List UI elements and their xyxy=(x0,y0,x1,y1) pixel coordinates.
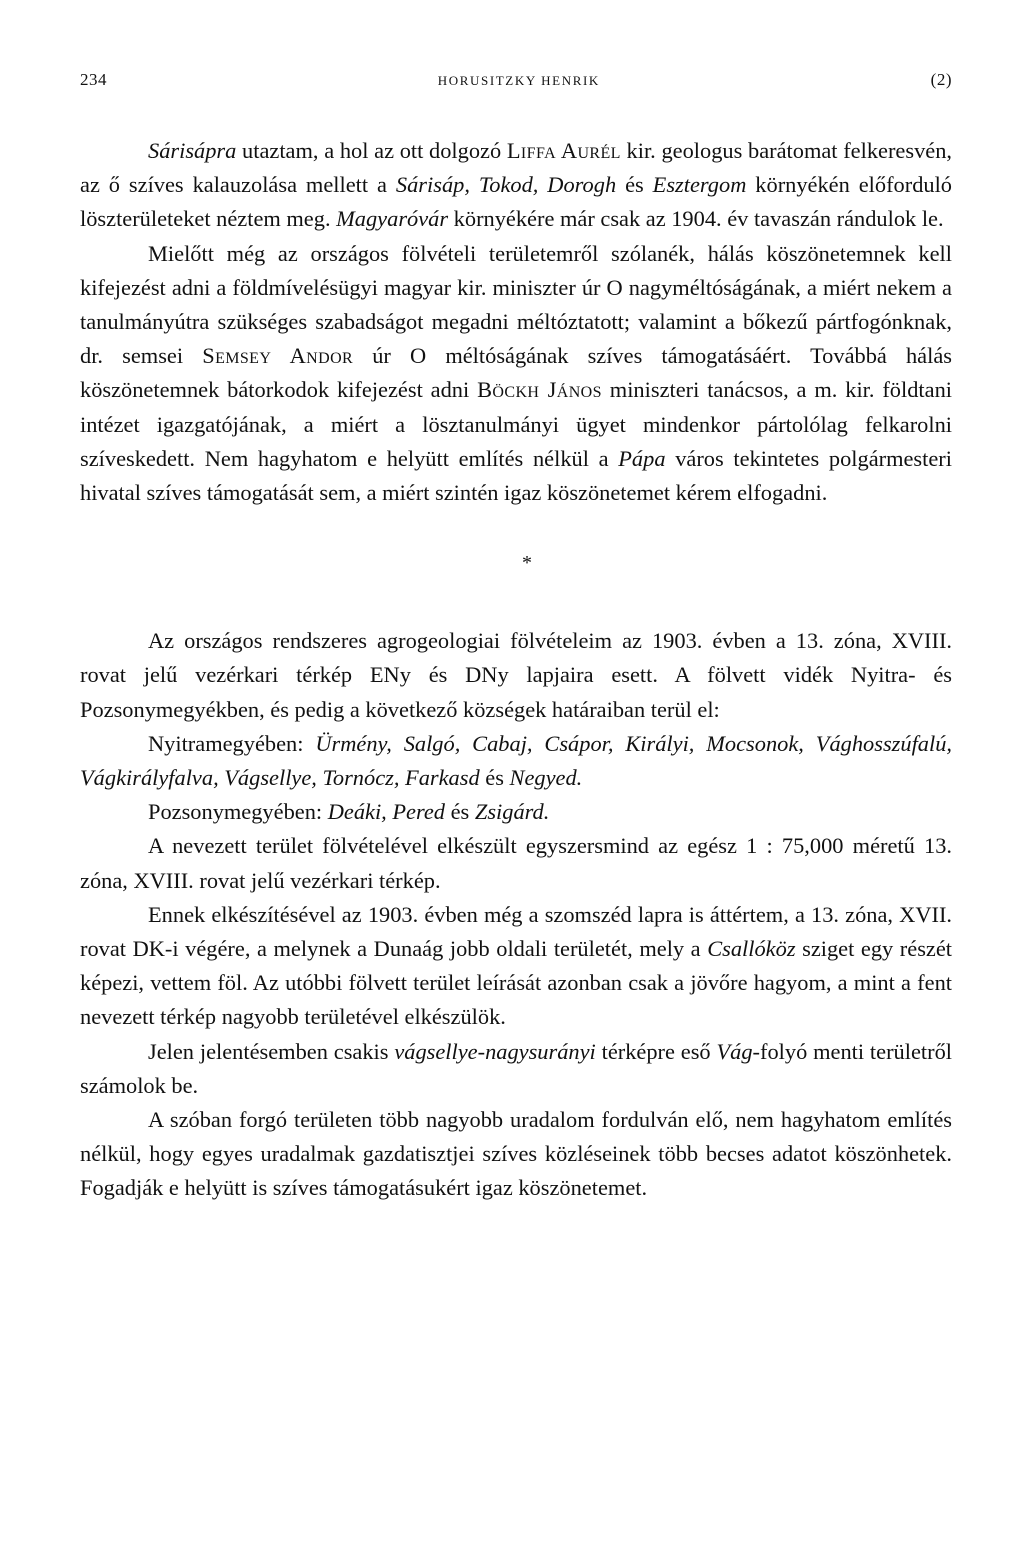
paragraph-travel: Sárisápra utaztam, a hol az ott dolgozó Liffa Aurél kir. geologus barátomat felkeresvén, az ő szíves kalauzolása mellett a Sárisáp, Tokod, Dorogh és Esztergom környékén előforduló löszterületeket néztem meg. Magyaróvár környékére már csak az 1904. év tavaszán rándulok le. xyxy=(80,138,953,232)
paragraph-pozsony-villages: Pozsonymegyében: Deáki, Pered és Zsigárd. xyxy=(148,799,550,825)
section-mark: (2) xyxy=(930,70,952,89)
person-semsey: Semsey Andor xyxy=(202,343,354,369)
paragraph-neighbouring-sheet: Ennek elkészítésével az 1903. évben még a szomszéd lapra is áttértem, a 13. zóna, XVII. rovat DK-i végére, a melynek a Dunaág jobb oldali területét, mely a Csallóköz sziget egy részét képezi, vettem föl. Az utóbbi fölvett terület leírását azonban csak a jövőre hagyom, a mint a fent nevezett térkép nagyobb területével elkészülök. xyxy=(80,901,953,1030)
running-title: HORUSITZKY HENRIK xyxy=(437,73,600,88)
section-separator: * xyxy=(522,552,532,575)
place-papa: Pápa xyxy=(618,445,666,471)
running-head xyxy=(80,70,952,94)
place-esztergom: Esztergom xyxy=(652,172,747,198)
person-liffa: Liffa Aurél xyxy=(506,138,621,163)
river-vag: Vág xyxy=(716,1038,753,1064)
place-sarisap: Sárisápra xyxy=(148,138,237,163)
place-csallokoz: Csallóköz xyxy=(707,936,796,962)
nyitra-place-list: Ürmény, Salgó, Cabaj, Csápor, Királyi, Mocsonok, Vághosszúfalú, Vágkirályfalva, Vágsellye, Tornócz, Farkasd xyxy=(80,730,953,791)
paragraph-acknowledgements: Mielőtt még az országos fölvételi területemről szólanék, hálás köszönetemnek kell kifejezést adni a földmívelésügyi magyar kir. miniszter úr O nagyméltóságának, a miért nekem a tanulmányútra szükséges szabadságot megadni méltóztatott; valamint a bőkezű pártfogónknak, dr. semsei Semsey Andor úr O méltóságának szíves támogatásáért. Továbbá hálás köszönetemnek bátorkodok kifejezést adni Böckh János miniszteri tanácsos, a m. kir. földtani intézet igazgatójának, a miért a lösztanulmányi ügyet mindenkor pártolólag felkarolni szíveskedett. Nem hagyhatom e helyütt említés nélkül a Pápa város tekintetes polgármesteri hivatal szíves támogatását sem, a miért szintén igaz köszönetemet kérem elfogadni. xyxy=(80,240,952,506)
map-name: vágsellye-nagysurányi xyxy=(394,1038,596,1064)
person-bockh: Böckh János xyxy=(477,377,602,403)
place-magyarovar: Magyaróvár xyxy=(336,206,449,232)
pozsony-place-list: Deáki, Pered xyxy=(327,799,446,825)
paragraph-estate-thanks: A szóban forgó területen több nagyobb uradalom fordulván elő, nem hagyhatom említés nélkül, hogy egyes uradalmak gazdatisztjei szíves közléseinek több becses adatot köszönhetek. Fogadják e helyütt is szíves támogatásukért igaz köszönetemet. xyxy=(80,1107,952,1201)
place-zsigard: Zsigárd. xyxy=(474,799,550,825)
paragraph-map-completed: A nevezett terület fölvételével elkészült egyszersmind az egész 1 : 75,000 méretű 13. zóna, XVIII. rovat jelű vezérkari térkép. xyxy=(80,833,952,893)
place-negyed: Negyed. xyxy=(509,765,583,791)
paragraph-nyitra-villages: Nyitramegyében: Ürmény, Salgó, Cabaj, Csápor, Királyi, Mocsonok, Vághosszúfalú, Vágkirályfalva, Vágsellye, Tornócz, Farkasd és Negyed. xyxy=(80,730,953,791)
paragraph-report-scope: Jelen jelentésemben csakis vágsellye-nagysurányi térképre eső Vág-folyó menti területről számolok be. xyxy=(80,1038,952,1098)
document-page xyxy=(80,70,952,1206)
place-list: Sárisáp, Tokod, Dorogh xyxy=(395,172,617,198)
page-number: 234 xyxy=(80,70,107,89)
paragraph-survey-area: Az országos rendszeres agrogeologiai fölvételeim az 1903. évben a 13. zóna, XVIII. rovat jelű vezérkari térkép ENy és DNy lapjaira esett. A fölvett vidék Nyitra- és Pozsonymegyékben, és pedig a következő községek határaiban terül el: xyxy=(80,628,952,722)
